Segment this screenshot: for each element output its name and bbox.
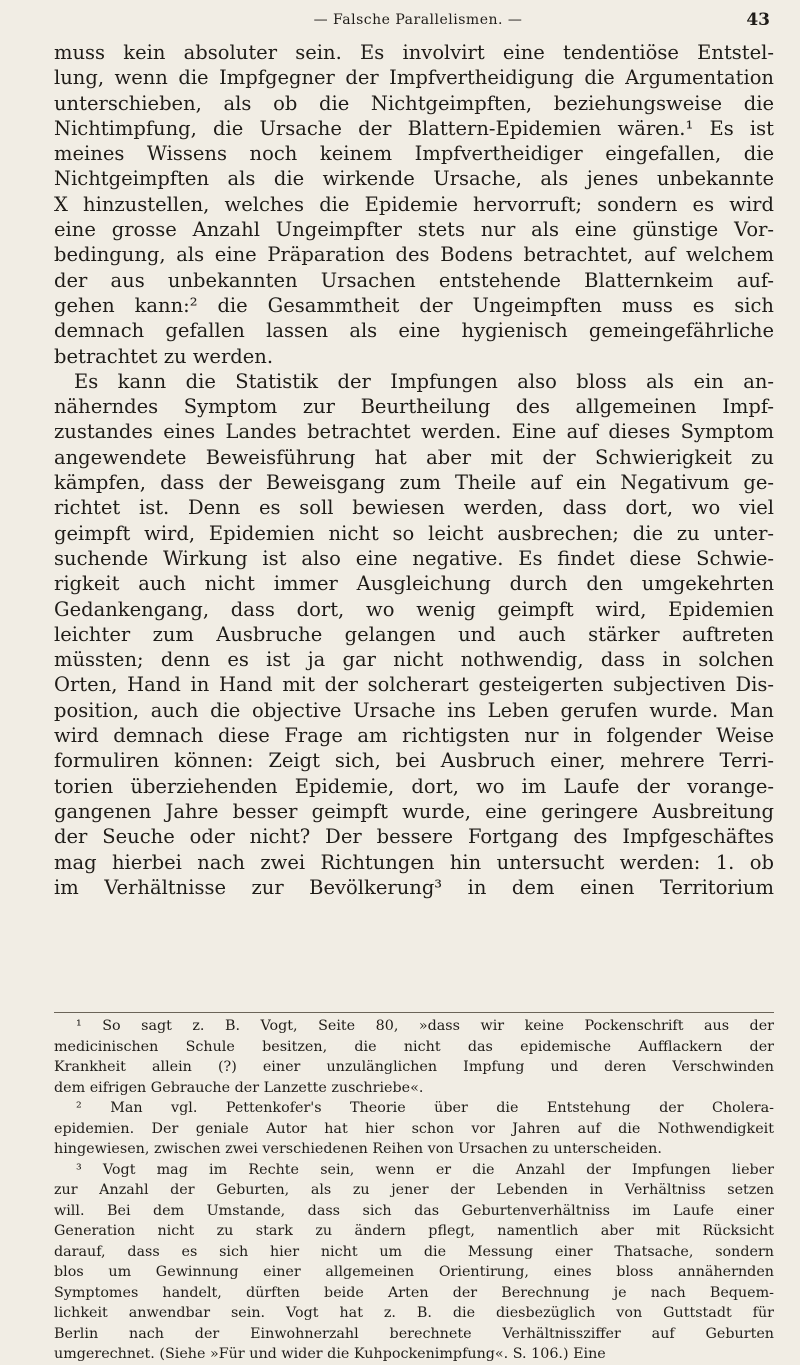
text-line: näherndes Symptom zur Beurtheilung des allgemeinen Impf-	[54, 395, 774, 419]
text-line: gangenen Jahre besser geimpft wurde, eine geringere Ausbreitung	[54, 799, 774, 823]
footnote-divider	[54, 1012, 774, 1013]
text-line: bedingung, als eine Präparation des Bodens betrachtet, auf welchem	[54, 243, 774, 267]
footnote-line: darauf, dass es sich hier nicht um die Messung einer Thatsache, sondern	[54, 1243, 774, 1260]
text-line: position, auch die objective Ursache ins Leben gerufen wurde. Man	[54, 698, 774, 722]
footnote-line: dem eifrigen Gebrauche der Lanzette zuschriebe«.	[54, 1079, 424, 1096]
footnote-line: lichkeit anwendbar sein. Vogt hat z. B. die diesbezüglich von Guttstadt für	[54, 1305, 774, 1321]
footnote-line: will. Bei dem Umstande, dass sich das Geburtenverhältniss im Laufe einer	[54, 1202, 774, 1219]
footnote-line: blos um Gewinnung einer allgemeinen Orientirung, eines bloss annähernden	[54, 1264, 774, 1280]
footnote-line: Symptomes handelt, dürften beide Arten der Berechnung je nach Bequem-	[54, 1284, 774, 1301]
text-line: richtet ist. Denn es soll bewiesen werden, dass dort, wo viel	[54, 496, 774, 520]
footnote-line: ¹ So sagt z. B. Vogt, Seite 80, »dass wir keine Pockenschrift aus der	[76, 1018, 774, 1034]
main-text	[54, 40, 774, 900]
footnote-line: medicinischen Schule besitzen, die nicht das epidemische Aufflackern der	[54, 1038, 774, 1055]
text-line: leichter zum Ausbruche gelangen und auch stärker auftreten	[54, 622, 774, 646]
paragraph-2	[54, 369, 774, 900]
footnote-line: Krankheit allein (?) einer unzulänglichen Impfung und deren Verschwinden	[54, 1059, 774, 1075]
footnote-line: hingewiesen, zwischen zwei verschiedenen Reihen von Ursachen zu unterscheiden.	[54, 1141, 662, 1157]
text-line: torien überziehenden Epidemie, dort, wo im Laufe der vorange-	[54, 774, 774, 798]
text-line: zustandes eines Landes betrachtet werden. Eine auf dieses Symptom	[54, 420, 774, 444]
page-number: 43	[746, 10, 770, 30]
page-header	[62, 10, 774, 32]
paragraph-1	[54, 40, 774, 369]
footnote-line: ² Man vgl. Pettenkofer's Theorie über die Entstehung der Cholera-	[76, 1100, 774, 1116]
footnotes	[54, 1016, 774, 1365]
text-line: der Seuche oder nicht? Der bessere Fortgang des Impfgeschäftes	[54, 825, 774, 849]
footnote-line: epidemien. Der geniale Autor hat hier schon vor Jahren auf die Nothwendigkeit	[54, 1120, 774, 1137]
text-line: formuliren können: Zeigt sich, bei Ausbruch einer, mehrere Terri-	[54, 749, 774, 773]
footnote-line: umgerechnet. (Siehe »Für und wider die Kuhpockenimpfung«. S. 106.) Eine	[54, 1346, 606, 1362]
footnote-line: zur Anzahl der Geburten, als zu jener der Lebenden in Verhältniss setzen	[54, 1182, 774, 1198]
text-line: meines Wissens noch keinem Impfvertheidiger eingefallen, die	[54, 142, 774, 166]
text-line: Es kann die Statistik der Impfungen also bloss als ein an-	[74, 369, 774, 393]
footnote-line: ³ Vogt mag im Rechte sein, wenn er die Anzahl der Impfungen lieber	[76, 1161, 774, 1178]
text-line: müssten; denn es ist ja gar nicht nothwendig, dass in solchen	[54, 648, 774, 672]
text-line: Nichtimpfung, die Ursache der Blattern-Epidemien wären.¹ Es ist	[54, 116, 774, 140]
text-line: Gedankengang, dass dort, wo wenig geimpft wird, Epidemien	[54, 597, 774, 621]
text-line: demnach gefallen lassen als eine hygienisch gemeingefährliche	[54, 319, 774, 343]
text-line: der aus unbekannten Ursachen entstehende Blatternkeim auf-	[54, 268, 774, 292]
text-line: suchende Wirkung ist also eine negative. Es findet diese Schwie-	[54, 546, 774, 570]
running-head: — Falsche Parallelismen. —	[313, 12, 523, 28]
text-line: kämpfen, dass der Beweisgang zum Theile auf ein Negativum ge-	[54, 471, 774, 495]
text-line: angewendete Beweisführung hat aber mit der Schwierigkeit zu	[54, 445, 774, 469]
text-line: wird demnach diese Frage am richtigsten nur in folgender Weise	[54, 724, 774, 748]
text-line: rigkeit auch nicht immer Ausgleichung durch den umgekehrten	[54, 572, 774, 596]
footnote-line: Generation nicht zu stark zu ändern pflegt, namentlich aber mit Rücksicht	[54, 1223, 774, 1239]
text-line: lung, wenn die Impfgegner der Impfvertheidigung die Argumentation	[54, 66, 774, 90]
text-line: im Verhältnisse zur Bevölkerung³ in dem einen Territorium	[54, 875, 774, 899]
text-line: mag hierbei nach zwei Richtungen hin untersucht werden: 1. ob	[54, 850, 774, 874]
text-line: Nichtgeimpften als die wirkende Ursache, als jenes unbekannte	[54, 167, 774, 191]
footnote-line: Berlin nach der Einwohnerzahl berechnete Verhältnissziffer auf Geburten	[54, 1325, 774, 1342]
text-line: X hinzustellen, welches die Epidemie hervorruft; sondern es wird	[54, 192, 774, 216]
text-line: unterschieben, als ob die Nichtgeimpften, beziehungsweise die	[54, 91, 774, 115]
text-line: Orten, Hand in Hand mit der solcherart gesteigerten subjectiven Dis-	[54, 673, 774, 697]
text-line: geimpft wird, Epidemien nicht so leicht ausbrechen; die zu unter-	[54, 521, 774, 545]
text-line: muss kein absoluter sein. Es involvirt eine tendentiöse Entstel-	[54, 41, 774, 64]
text-line: eine grosse Anzahl Ungeimpfter stets nur als eine günstige Vor-	[54, 218, 774, 242]
text-line: betrachtet zu werden.	[54, 344, 274, 368]
text-line: gehen kann:² die Gesammtheit der Ungeimpften muss es sich	[54, 293, 774, 317]
